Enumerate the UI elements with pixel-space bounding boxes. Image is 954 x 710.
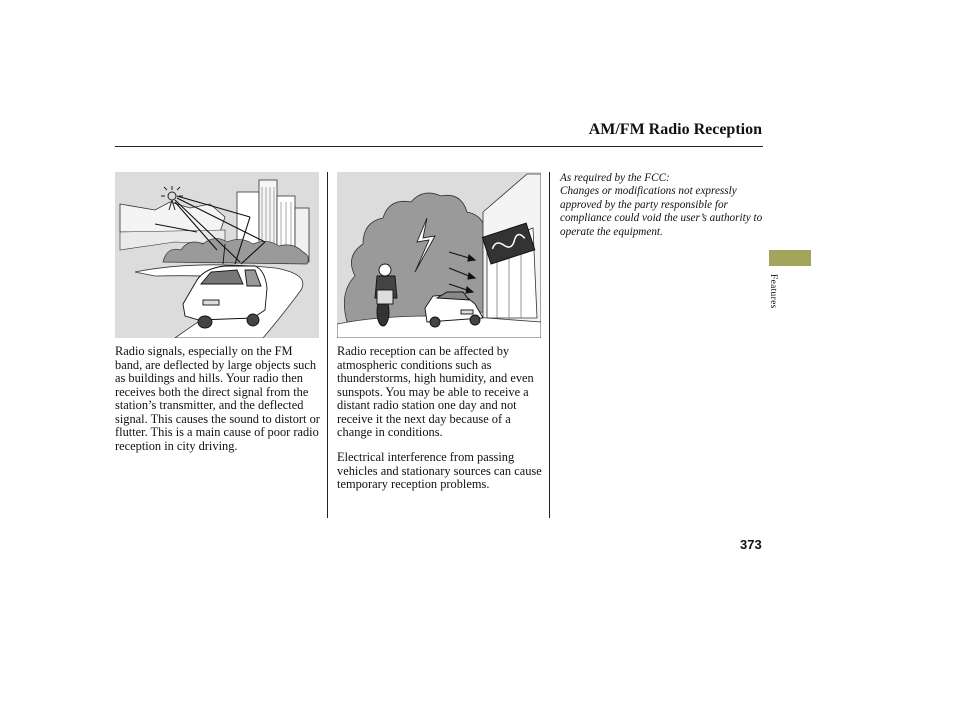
- header-rule: [115, 146, 763, 147]
- page-title: AM/FM Radio Reception: [588, 121, 762, 138]
- column-divider-2: [549, 172, 550, 518]
- body-paragraph-multipath: Radio signals, especially on the FM band, are deflected by large objects such as buildings and hills. Your radio then receives both the direct signal from the station’s transmitter, and the deflected signal. This causes the sound to distort or flutter. This is a main cause of poor radio reception in city driving.: [115, 344, 320, 453]
- section-tab-label: Features: [768, 274, 778, 309]
- fcc-notice: [560, 172, 765, 239]
- column-divider-1: [327, 172, 328, 518]
- illustration-storm-interference: [337, 172, 541, 338]
- body-paragraph-atmospheric: Radio reception can be affected by atmospheric conditions such as thunderstorms, high humidity, and even sunspots. You may be able to receive a distant radio station one day and not receive it the next day because of a change in conditions.: [337, 344, 534, 439]
- page-number: 373: [740, 537, 762, 552]
- body-paragraph-interference: Electrical interference from passing vehicles and stationary sources can cause temporary reception problems.: [337, 450, 542, 491]
- fcc-heading: As required by the FCC:: [560, 172, 670, 184]
- fcc-text: Changes or modifications not expressly approved by the party responsible for compliance could void the user’s authority to operate the equipment.: [560, 185, 763, 238]
- illustration-city-reflection: [115, 172, 319, 338]
- section-tab: [769, 250, 811, 266]
